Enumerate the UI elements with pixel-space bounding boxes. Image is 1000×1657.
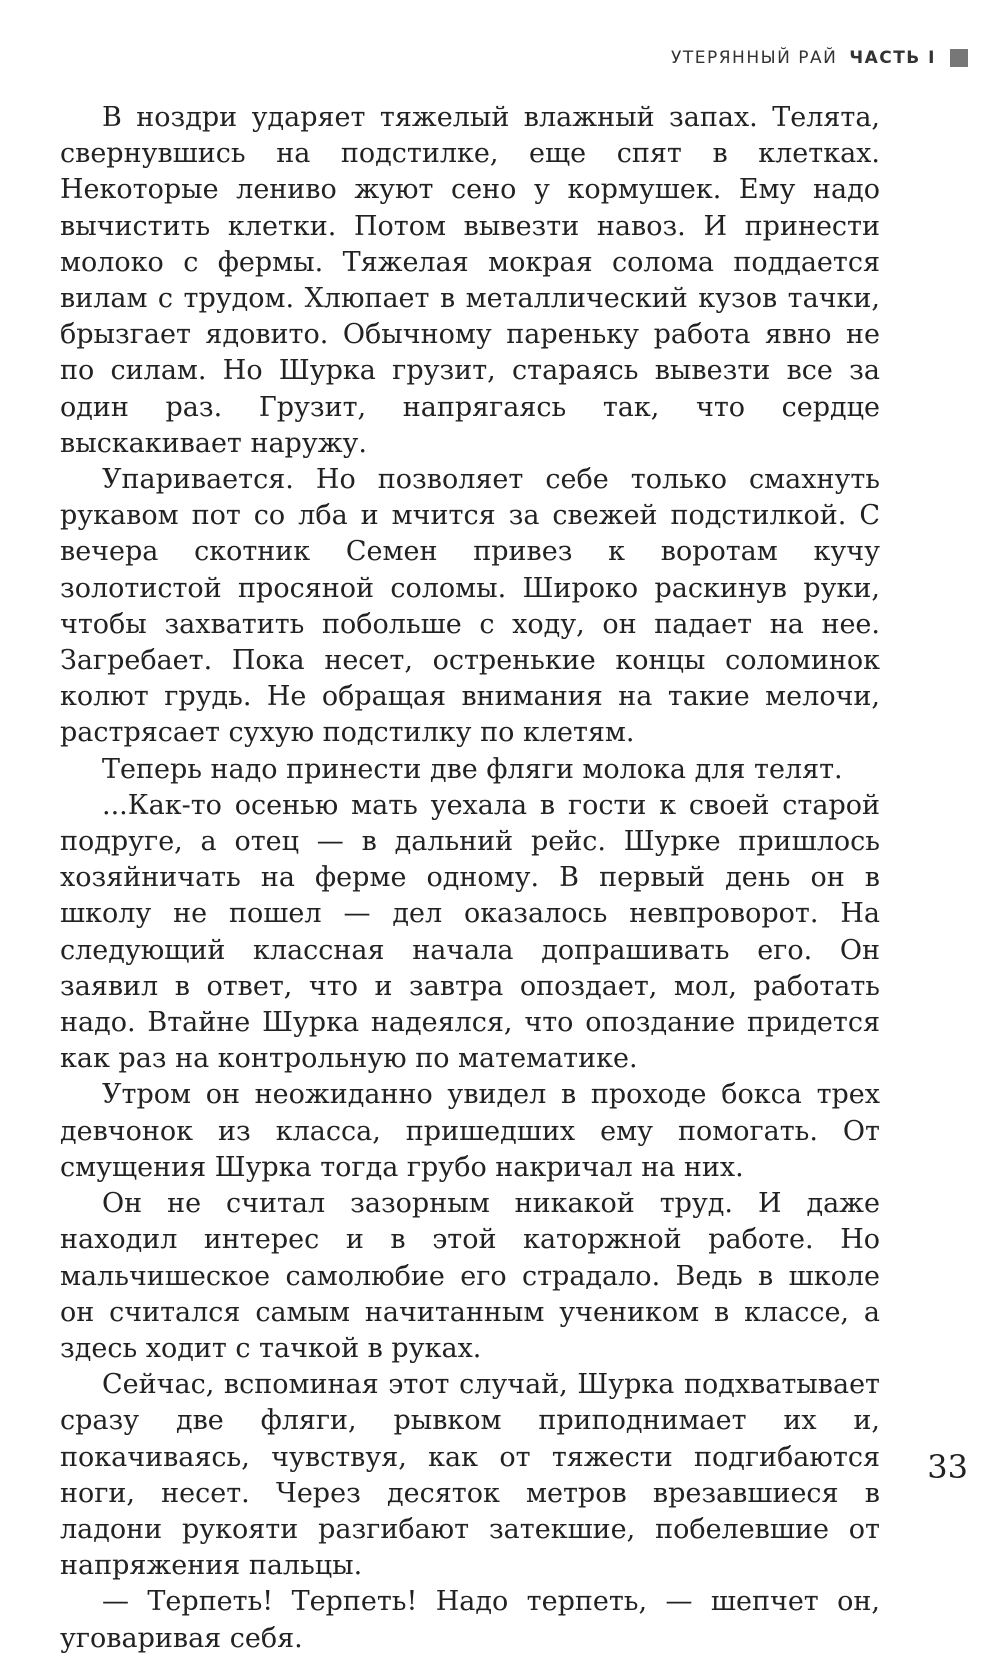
paragraph: В ноздри ударяет тяжелый влажный запах. Телята, свернувшись на подстилке, еще спят в клетках. Некоторые лениво жуют сено у кормушек. Ему надо вычистить клетки. Потом вывезти навоз. И принести молоко с фермы. Тяжелая мокрая солома поддается вилам с трудом. Хлюпает в металлический кузов тачки, брызгает ядовито. Обычному пареньку работа явно не по силам. Но Шурка грузит, стараясь вывезти все за один раз. Грузит, напрягаясь так, что сердце выскакивает наружу. [60,102,880,459]
paragraph: Сейчас, вспоминая этот случай, Шурка подхватывает сразу две фляги, рывком приподнимает их и, покачиваясь, чувствуя, как от тяжести подгибаются ноги, несет. Через десяток метров врезавшиеся в ладони рукояти разгибают затекшие, побелевшие от напряжения пальцы. [60,1369,880,1582]
paragraph: Утром он неожиданно увидел в проходе бокса трех девчонок из класса, пришедших ему помогать. От смущения Шурка тогда грубо накричал на них. [60,1079,880,1183]
book-title: УТЕРЯННЫЙ РАЙ [670,48,838,68]
paragraph: Он не считал зазорным никакой труд. И даже находил интерес и в этой каторжной работе. Но мальчишеское самолюбие его страдало. Ведь в школе он считался самым начитанным учеником в классе, а здесь ходит с тачкой в руках. [60,1188,880,1364]
page-number: 33 [927,1448,968,1486]
paragraph: ...Как-то осенью мать уехала в гости к своей старой подруге, а отец — в дальний рейс. Шурке пришлось хозяйничать на ферме одному. В первый день он в школу не пошел — дел оказалось невпроворот. На следующий классная начала допрашивать его. Он заявил в ответ, что и завтра опоздает, мол, работать надо. Втайне Шурка надеялся, что опоздание придется как раз на контрольную по математике. [60,789,880,1075]
running-head [671,48,968,68]
paragraph: Упаривается. Но позволяет себе только смахнуть рукавом пот со лба и мчится за свежей подстилкой. С вечера скотник Семен привез к воротам кучу золотистой просяной соломы. Широко раскинув руки, чтобы захватить побольше с ходу, он падает на нее. Загребает. Пока несет, остренькие концы соломинок колют грудь. Не обращая внимания на такие мелочи, растрясает сухую подстилку по клетям. [60,464,880,749]
paragraph: — Терпеть! Терпеть! Надо терпеть, — шепчет он, уговаривая себя. [60,1586,880,1654]
paragraph: Теперь надо принести две фляги молока для телят. [102,753,843,785]
section-marker [950,49,968,67]
part-label: ЧАСТЬ I [849,48,936,68]
body-text [60,100,880,1657]
